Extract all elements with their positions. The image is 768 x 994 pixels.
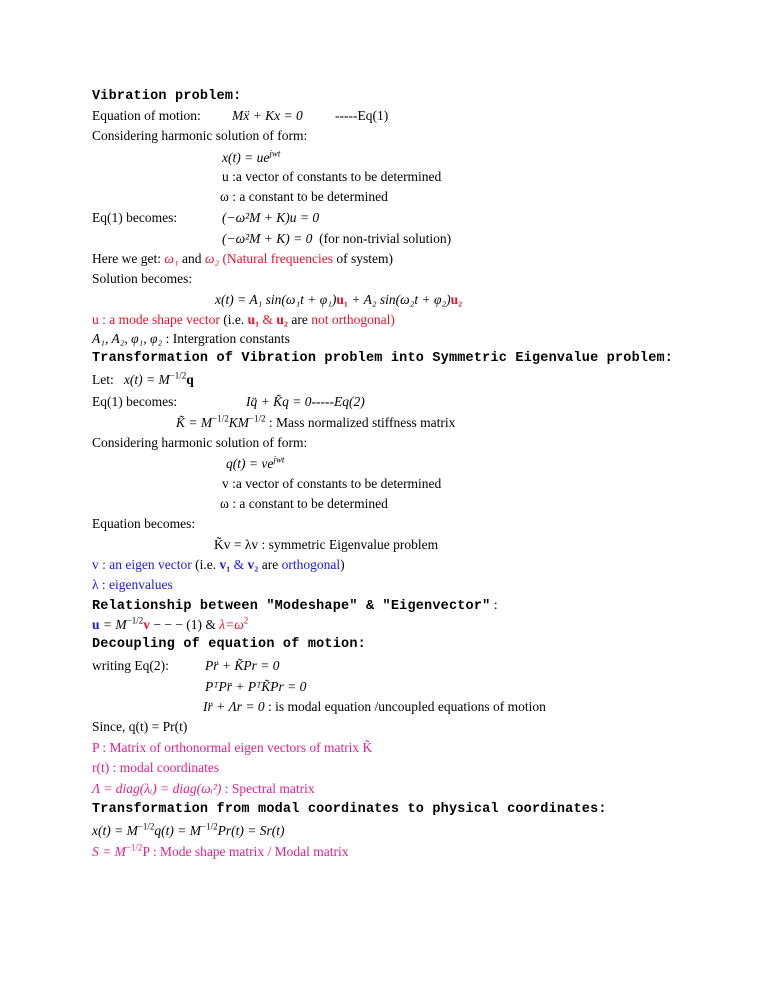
mode-shape-matrix-line: $S = M^{-1/2}P$ : Mode shape matrix / Modal matrix: [92, 842, 349, 859]
v-definition: v :a vector of constants to be determined: [222, 476, 442, 491]
mode-shape-line: u : a mode shape vector (i.e. u₁ & u₂ are not orthogonal): [92, 312, 395, 327]
p-definition: P : Matrix of orthonormal eigen vectors of matrix K̃: [92, 740, 373, 755]
heading-transformation: Transformation of Vibration problem into Symmetric Eigenvalue problem:: [92, 351, 674, 366]
here-we-get-line: Here we get: ω₁ and ω₂ (Natural frequencies of system): [92, 251, 394, 266]
spectral-matrix-line: Λ = diag(λᵢ) = diag(ωᵢ²) : Spectral matrix: [92, 781, 315, 796]
general-solution: x(t) = A₁ sin(ω₁t + φ₁)u₁ + A₂ sin(ω₂t + φ₂)u₂: [215, 292, 463, 307]
decoupling-step-2: PᵀPr̈ + PᵀK̃Pr = 0: [205, 679, 307, 694]
ktilde-definition: K̃ = $M^{-1/2}KM^{-1/2}$ : Mass normalized stiffness matrix: [176, 413, 456, 430]
omega-definition: ω : a constant to be determined: [220, 189, 388, 204]
heading-modal-to-physical: Transformation from modal coordinates to physical coordinates:: [92, 802, 607, 817]
solution-becomes-label: Solution becomes:: [92, 271, 193, 286]
r-definition: r(t) : modal coordinates: [92, 760, 220, 775]
writing-eq2-label: writing Eq(2):: [92, 658, 169, 673]
eigenvector-line: v : an eigen vector (i.e. v₁ & v₂ are orthogonal): [92, 557, 345, 572]
u-definition: u :a vector of constants to be determined: [222, 169, 442, 184]
equation-becomes-label: Equation becomes:: [92, 516, 196, 531]
decoupling-step-3: Ir̈ + Λr = 0 : is modal equation /uncoupled equations of motion: [203, 699, 546, 714]
heading-vibration-problem: Vibration problem:: [92, 89, 242, 104]
eigenvalues-line: λ : eigenvalues: [92, 577, 173, 592]
heading-relationship: Relationship between "Modeshape" & "Eigenvector" :: [92, 597, 498, 614]
eom-equation: Mẍ + Kx = 0: [232, 108, 303, 123]
relationship-equation: $u = M^{-1/2}v$ − − − (1) & $\lambda=\omega^2$: [92, 615, 249, 632]
eq1-becomes-label: Eq(1) becomes:: [92, 210, 178, 225]
eq1-form-b: (−ω²M + K) = 0 (for non-trivial solution): [222, 231, 452, 246]
omega-definition-2: ω : a constant to be determined: [220, 496, 388, 511]
eom-label: Equation of motion:: [92, 108, 201, 123]
eq1-form-a: (−ω²M + K)u = 0: [222, 210, 320, 225]
eq2-equation: Iq̈ + K̃q = 0-----Eq(2): [246, 394, 365, 409]
q-solution-form: $q(t) = ve^{jwt}$: [226, 454, 285, 471]
considering-harmonic-1: Considering harmonic solution of form:: [92, 128, 308, 143]
solution-form: $x(t) = ue^{jwt}$: [222, 148, 281, 165]
let-line: Let: $x(t) = M^{-1/2}q$: [92, 370, 194, 387]
integration-constants: A₁, A₂, φ₁, φ₂ : Intergration constants: [92, 331, 290, 346]
physical-coordinates-equation: $x(t) = M^{-1/2}q(t) = M^{-1/2}Pr(t) = Sr(t)$: [92, 821, 285, 838]
symmetric-eigenvalue-problem: K̃v = λv : symmetric Eigenvalue problem: [214, 537, 439, 552]
eq1-becomes-label-2: Eq(1) becomes:: [92, 394, 178, 409]
decoupling-step-1: Pr̈ + K̃Pr = 0: [205, 658, 280, 673]
eq1-tag: -----Eq(1): [335, 108, 389, 123]
heading-decoupling: Decoupling of equation of motion:: [92, 637, 366, 652]
since-line: Since, q(t) = Pr(t): [92, 719, 188, 734]
considering-harmonic-2: Considering harmonic solution of form:: [92, 435, 308, 450]
